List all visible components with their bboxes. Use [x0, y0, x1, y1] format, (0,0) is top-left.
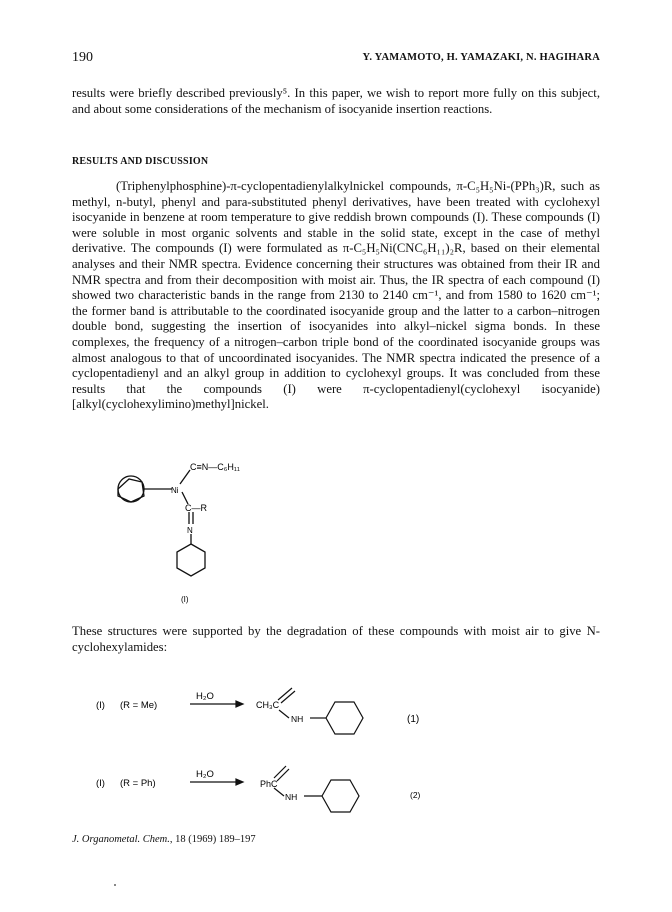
reaction-2-number: (2) — [410, 790, 421, 800]
compound-label: (I) — [181, 595, 189, 604]
structure-I-figure — [96, 458, 286, 608]
reaction-1-nh: NH — [291, 714, 304, 724]
reaction-2-arrowhead — [236, 779, 243, 785]
reaction-2-nh: NH — [285, 792, 298, 802]
page-number: 190 — [72, 50, 93, 65]
reaction-1-number: (1) — [407, 714, 420, 725]
reaction-2-reactant: (I) — [96, 778, 105, 789]
reaction-1-reactant: (I) — [96, 700, 105, 711]
journal-citation — [72, 834, 256, 845]
reaction-1-carbonyl-2 — [281, 691, 295, 703]
page-speck — [114, 884, 116, 886]
intro-paragraph: results were briefly described previously⁵. In this paper, we wish to report more fully on this subject, and about some considerations of the mechanism of isocyanide insertion reactions. — [72, 86, 600, 116]
reaction-2-condition: (R = Ph) — [120, 778, 156, 789]
ni-isocyanide-bond — [180, 470, 190, 484]
imino-n-label: N — [187, 526, 193, 535]
reaction-1-c-n-bond — [279, 710, 289, 718]
reaction-1-product: CH₃C — [256, 700, 280, 710]
reaction-2-product: PhC — [260, 779, 278, 789]
reaction-2 — [96, 756, 566, 816]
reaction-2-carbonyl-1 — [274, 766, 286, 778]
degradation-paragraph: These structures were supported by the degradation of these compounds with moist air to give N-cyclohexylamides: — [72, 624, 600, 654]
reaction-1-reagent: H₂O — [196, 691, 214, 702]
section-heading: RESULTS AND DISCUSSION — [72, 156, 209, 167]
reaction-1-carbonyl-1 — [278, 688, 292, 700]
reaction-1-condition: (R = Me) — [120, 700, 158, 711]
acyl-carbon-label: C—R — [185, 503, 207, 513]
reaction-1 — [96, 686, 566, 736]
reaction-1-arrowhead — [236, 701, 243, 707]
journal-name: J. Organometal. Chem. — [72, 834, 170, 845]
reaction-2-carbonyl-2 — [277, 769, 289, 781]
running-header — [72, 50, 600, 70]
reaction-1-cyclohexyl-ring — [326, 702, 363, 734]
running-authors: Y. YAMAMOTO, H. YAMAZAKI, N. HAGIHARA — [362, 52, 600, 63]
cyclohexyl-ring — [177, 544, 205, 576]
reaction-2-cyclohexyl-ring — [322, 780, 359, 812]
reaction-2-reagent: H₂O — [196, 769, 214, 780]
body-paragraph: (Triphenylphosphine)-π-cyclopentadienylalkylnickel compounds, π-C₅H₅Ni-(PPh₃)R, such as methyl, n-butyl, phenyl and para-substituted phenyl derivatives, have been treated with cyclohexyl isocyanide in benzene at room temperature to give reddish brown compounds (I). These compounds (I) were soluble in most organic solvents and stable in the solid state, except in the case of methyl derivative. The compounds (I) were formulated as π-C₅H₅Ni(CNC₆H₁₁)₂R, based on their elemental analyses and their NMR spectra. Evidence concerning their structures was obtained from their IR and NMR spectra and from their decomposition with moist air. Thus, the IR spectra of each compound (I) showed two characteristic bands in the range from 2130 to 2140 cm⁻¹, and from 1580 to 1620 cm⁻¹; the former band is attributable to the coordinated isocyanide group and the latter to a carbon–nitrogen double bond, suggesting the insertion of isocyanides into alkyl–nickel sigma bonds. In these complexes, the frequency of a nitrogen–carbon triple bond of the coordinated isocyanide groups was almost analogous to that of uncoordinated isocyanides. The NMR spectra indicated the presence of a cyclopentadienyl and an alkyl group in addition to cyclohexyl groups. It was concluded from these results that the compounds (I) were π-cyclopentadienyl(cyclohexyl isocyanide)[alkyl(cyclohexylimino)methyl]nickel. — [72, 179, 600, 412]
ni-label: Ni — [171, 486, 179, 495]
journal-volume: , 18 (1969) 189–197 — [169, 834, 256, 845]
isocyanide-label: C≡N—C₆H₁₁ — [190, 462, 240, 472]
reaction-2-c-n-bond — [274, 788, 284, 796]
